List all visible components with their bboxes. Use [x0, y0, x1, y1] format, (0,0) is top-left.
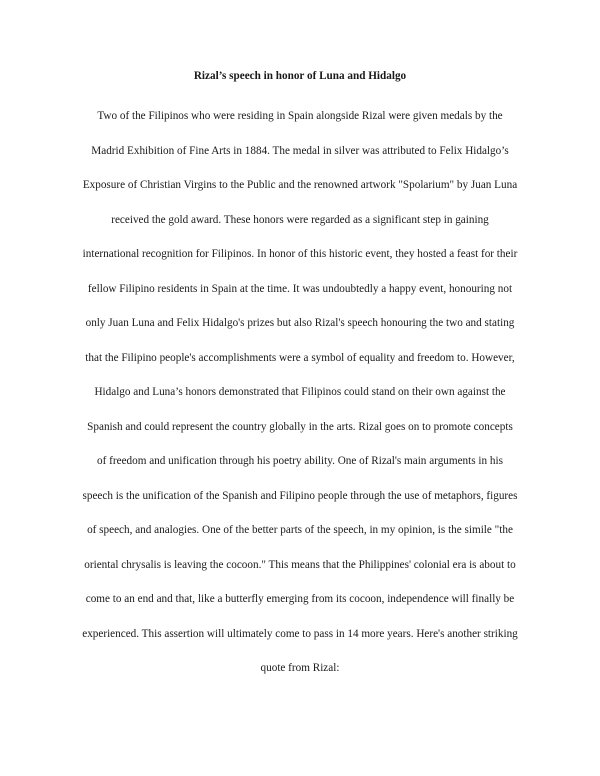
body-line: quote from Rizal:	[260, 662, 340, 674]
body-line: Two of the Filipinos who were residing in Spain alongside Rizal were given medals by the	[97, 110, 503, 122]
body-line: international recognition for Filipinos. In honor of this historic event, they hosted a feast for their	[82, 248, 518, 260]
body-line: of speech, and analogies. One of the better parts of the speech, in my opinion, is the simile "the	[87, 524, 513, 536]
body-line: speech is the unification of the Spanish and Filipino people through the use of metaphors, figures	[82, 489, 518, 502]
body-line: of freedom and unification through his poetry ability. One of Rizal's main arguments in his	[97, 455, 503, 467]
body-line: that the Filipino people's accomplishments were a symbol of equality and freedom to. However,	[85, 351, 515, 364]
body-line: Hidalgo and Luna’s honors demonstrated that Filipinos could stand on their own against the	[94, 386, 506, 398]
body-line: only Juan Luna and Felix Hidalgo's prizes but also Rizal's speech honouring the two and stating	[85, 317, 515, 329]
document-title: Rizal’s speech in honor of Luna and Hidalgo	[193, 70, 407, 82]
body-line: Madrid Exhibition of Fine Arts in 1884. The medal in silver was attributed to Felix Hidalgo’s	[91, 144, 509, 157]
body-line: experienced. This assertion will ultimately come to pass in 14 more years. Here's another striking	[82, 627, 518, 640]
body-line: oriental chrysalis is leaving the cocoon." This means that the Philippines' colonial era is about to	[84, 558, 516, 571]
body-line: Spanish and could represent the country globally in the arts. Rizal goes on to promote concepts	[87, 420, 513, 433]
body-line: received the gold award. These honors were regarded as a significant step in gaining	[111, 213, 489, 226]
body-line: Exposure of Christian Virgins to the Public and the renowned artwork "Spolarium" by Juan Luna	[82, 179, 518, 191]
body-line: come to an end and that, like a butterfly emerging from its cocoon, independence will finally be	[85, 593, 515, 605]
document-body	[82, 108, 518, 695]
body-line: fellow Filipino residents in Spain at the time. It was undoubtedly a happy event, honouring not	[87, 282, 513, 295]
